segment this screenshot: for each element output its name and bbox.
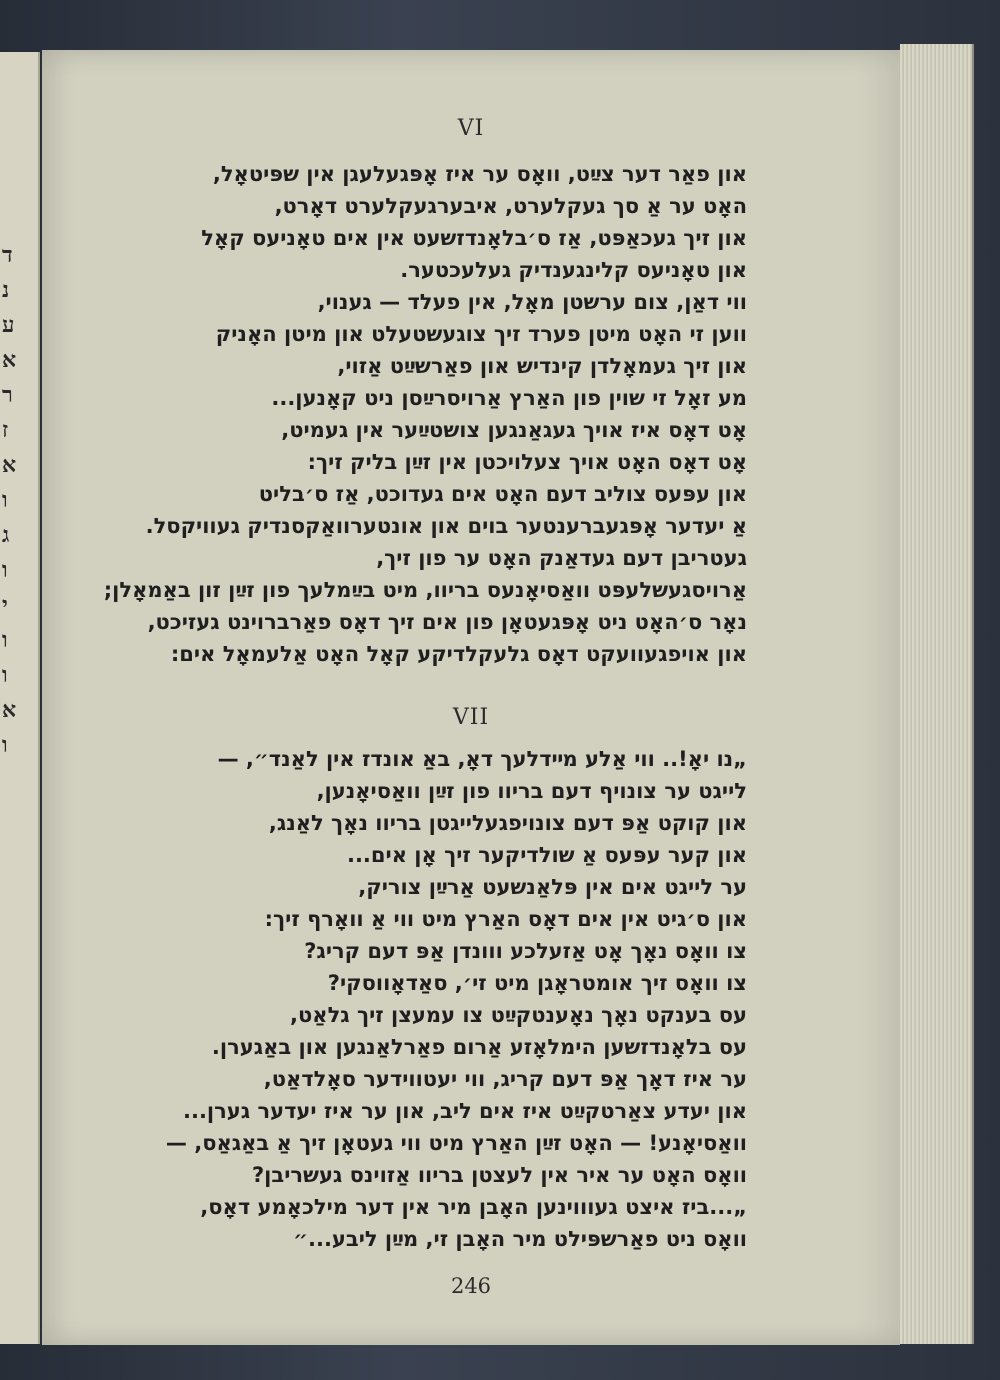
margin-glyph: א [2, 697, 17, 723]
verse-line: האָט ער אַ סך געקלערט, איבערגעקלערט דאָרט, [274, 194, 747, 218]
margin-glyph: נ [2, 277, 10, 303]
margin-glyph: ו [2, 732, 8, 758]
verse-line: וואַסיאָנע! — האָט זײַן האַרץ מיט ווי געטאָן זיך אַ באַגאַס, — [165, 1131, 747, 1155]
margin-glyph: ו [2, 487, 8, 513]
verse-line: אַרויסגעשלעפּט וואַסיאָנעס בריוו, מיט בײַמלעך פון זײַן זון באַמאָלן; [103, 578, 747, 602]
verse-line: ער איז דאָך אַפּ דעם קריג, ווי יעטווידער סאָלדאַט, [263, 1067, 747, 1091]
verse-line: צו וואָס זיך אומטראָגן מיט זי׳, סאַדאָווסקי? [327, 971, 747, 995]
margin-glyph: א [2, 347, 17, 373]
verse-line: עס בענקט נאָך נאָענטקײַט צו עמעצן זיך גלאַט, [290, 1003, 747, 1027]
verse-line: אָט דאָס איז אויך געגאַנגען צושטײַער אין געמיט, [281, 418, 747, 442]
margin-glyph: ז [2, 417, 9, 443]
verse-line: געטריבן דעם געדאַנק האָט ער פון זיך, [376, 546, 747, 570]
verse-line: צו וואָס נאָך אָט אַזעלכע ווונדן אַפּ דעם קריג? [304, 939, 747, 963]
verse-line: און קער עפּעס אַ שולדיקער זיך אָן אים... [346, 843, 747, 867]
margin-glyph: ר [2, 382, 13, 408]
verse-line: ווען זי האָט מיטן פערד זיך צוגעשטעלט און מיטן האָניק [215, 322, 747, 346]
page-number: 246 [450, 1274, 492, 1298]
verse-line: און קוקט אַפּ דעם צונויפגעלייגטן בריוו נאָך לאַנג, [268, 811, 747, 835]
verse-line: מע זאָל זי שוין פון האַרץ אַרויסרײַסן ניט קאָנען... [271, 386, 747, 410]
verse-line: ער לייגט אים אין פּלאַנשעט אַרײַן צוריק, [358, 875, 747, 899]
margin-glyph: ו [2, 557, 8, 583]
verse-line: וואָס ניט פאַרשפּילט מיר האָבן זי, מײַן ליבע...״ [293, 1227, 747, 1251]
verse-line: ווי דאַן, צום ערשטן מאָל, אין פעלד — גענוי, [317, 290, 747, 314]
verse-line: „נו יאָ!.. ווי אַלע מײדלעך דאָ, באַ אונדז אין לאַנד״, — [217, 747, 747, 771]
previous-page-margin [0, 52, 40, 1344]
verse-line: און אויפגעוועקט דאָס גלעקלדיקע קאָל האָט אַלעמאָל אים: [170, 642, 747, 666]
verse-line: אָט דאָס האָט אויך צעלויכטן אין זײַן בליק זיך: [307, 450, 747, 474]
margin-glyph: ו [2, 627, 8, 653]
verse-line: און פאַר דער צײַט, וואָס ער איז אָפּגעלעגן אין שפּיטאָל, [212, 162, 747, 186]
margin-glyph: י [2, 592, 8, 618]
verse-line: „...ביז איצט געוווינען האָבן מיר אין דער מילכאָמע דאָס, [200, 1195, 747, 1219]
margin-glyph: ג [2, 522, 10, 548]
verse-line: לייגט ער צונויף דעם בריוו פון זײַן וואַסיאָנען, [316, 779, 747, 803]
verse-line: וואָס האָט ער איר אין לעצטן בריוו אַזוינס געשריבן? [252, 1163, 747, 1187]
verse-line: נאָר ס׳האָט ניט אָפּגעטאָן פון אים זיך דאָס פאַרברוינט געזיכט, [147, 610, 747, 634]
section-heading-vi: VI [457, 116, 485, 141]
book-page [42, 50, 900, 1345]
verse-line: און זיך געכאַפּט, אַז ס׳בלאָנדזשעט אין אים טאָניעס קאָל [201, 226, 747, 250]
margin-glyph: ע [2, 312, 15, 338]
page-block-edges [900, 44, 974, 1344]
verse-line: און עפּעס צוליב דעם האָט אים געדוכט, אַז ס׳בליט [258, 482, 747, 506]
section-heading-vii: VII [452, 705, 490, 730]
verse-line: עס בלאָנדזשען הימלאָזע אַרום פאַרלאַנגען און באַגערן. [211, 1035, 747, 1059]
verse-line: און טאָניעס קלינגענדיק געלעכטער. [400, 258, 747, 282]
margin-glyph: א [2, 452, 17, 478]
verse-line: און יעדע צאַרטקײַט איז אים ליב, און ער איז יעדער גערן... [182, 1099, 747, 1123]
verse-line: און זיך געמאָלדן קינדיש און פאַרשײַט אַזוי, [337, 354, 747, 378]
margin-glyph: ו [2, 662, 8, 688]
margin-glyph: ד [2, 242, 13, 268]
verse-line: אַ יעדער אָפּגעברענטער בוים און אונטערוואַקסנדיק געוויקסל. [145, 514, 747, 538]
verse-line: און ס׳גיט אין אים דאָס האַרץ מיט ווי אַ וואָרף זיך: [264, 907, 747, 931]
